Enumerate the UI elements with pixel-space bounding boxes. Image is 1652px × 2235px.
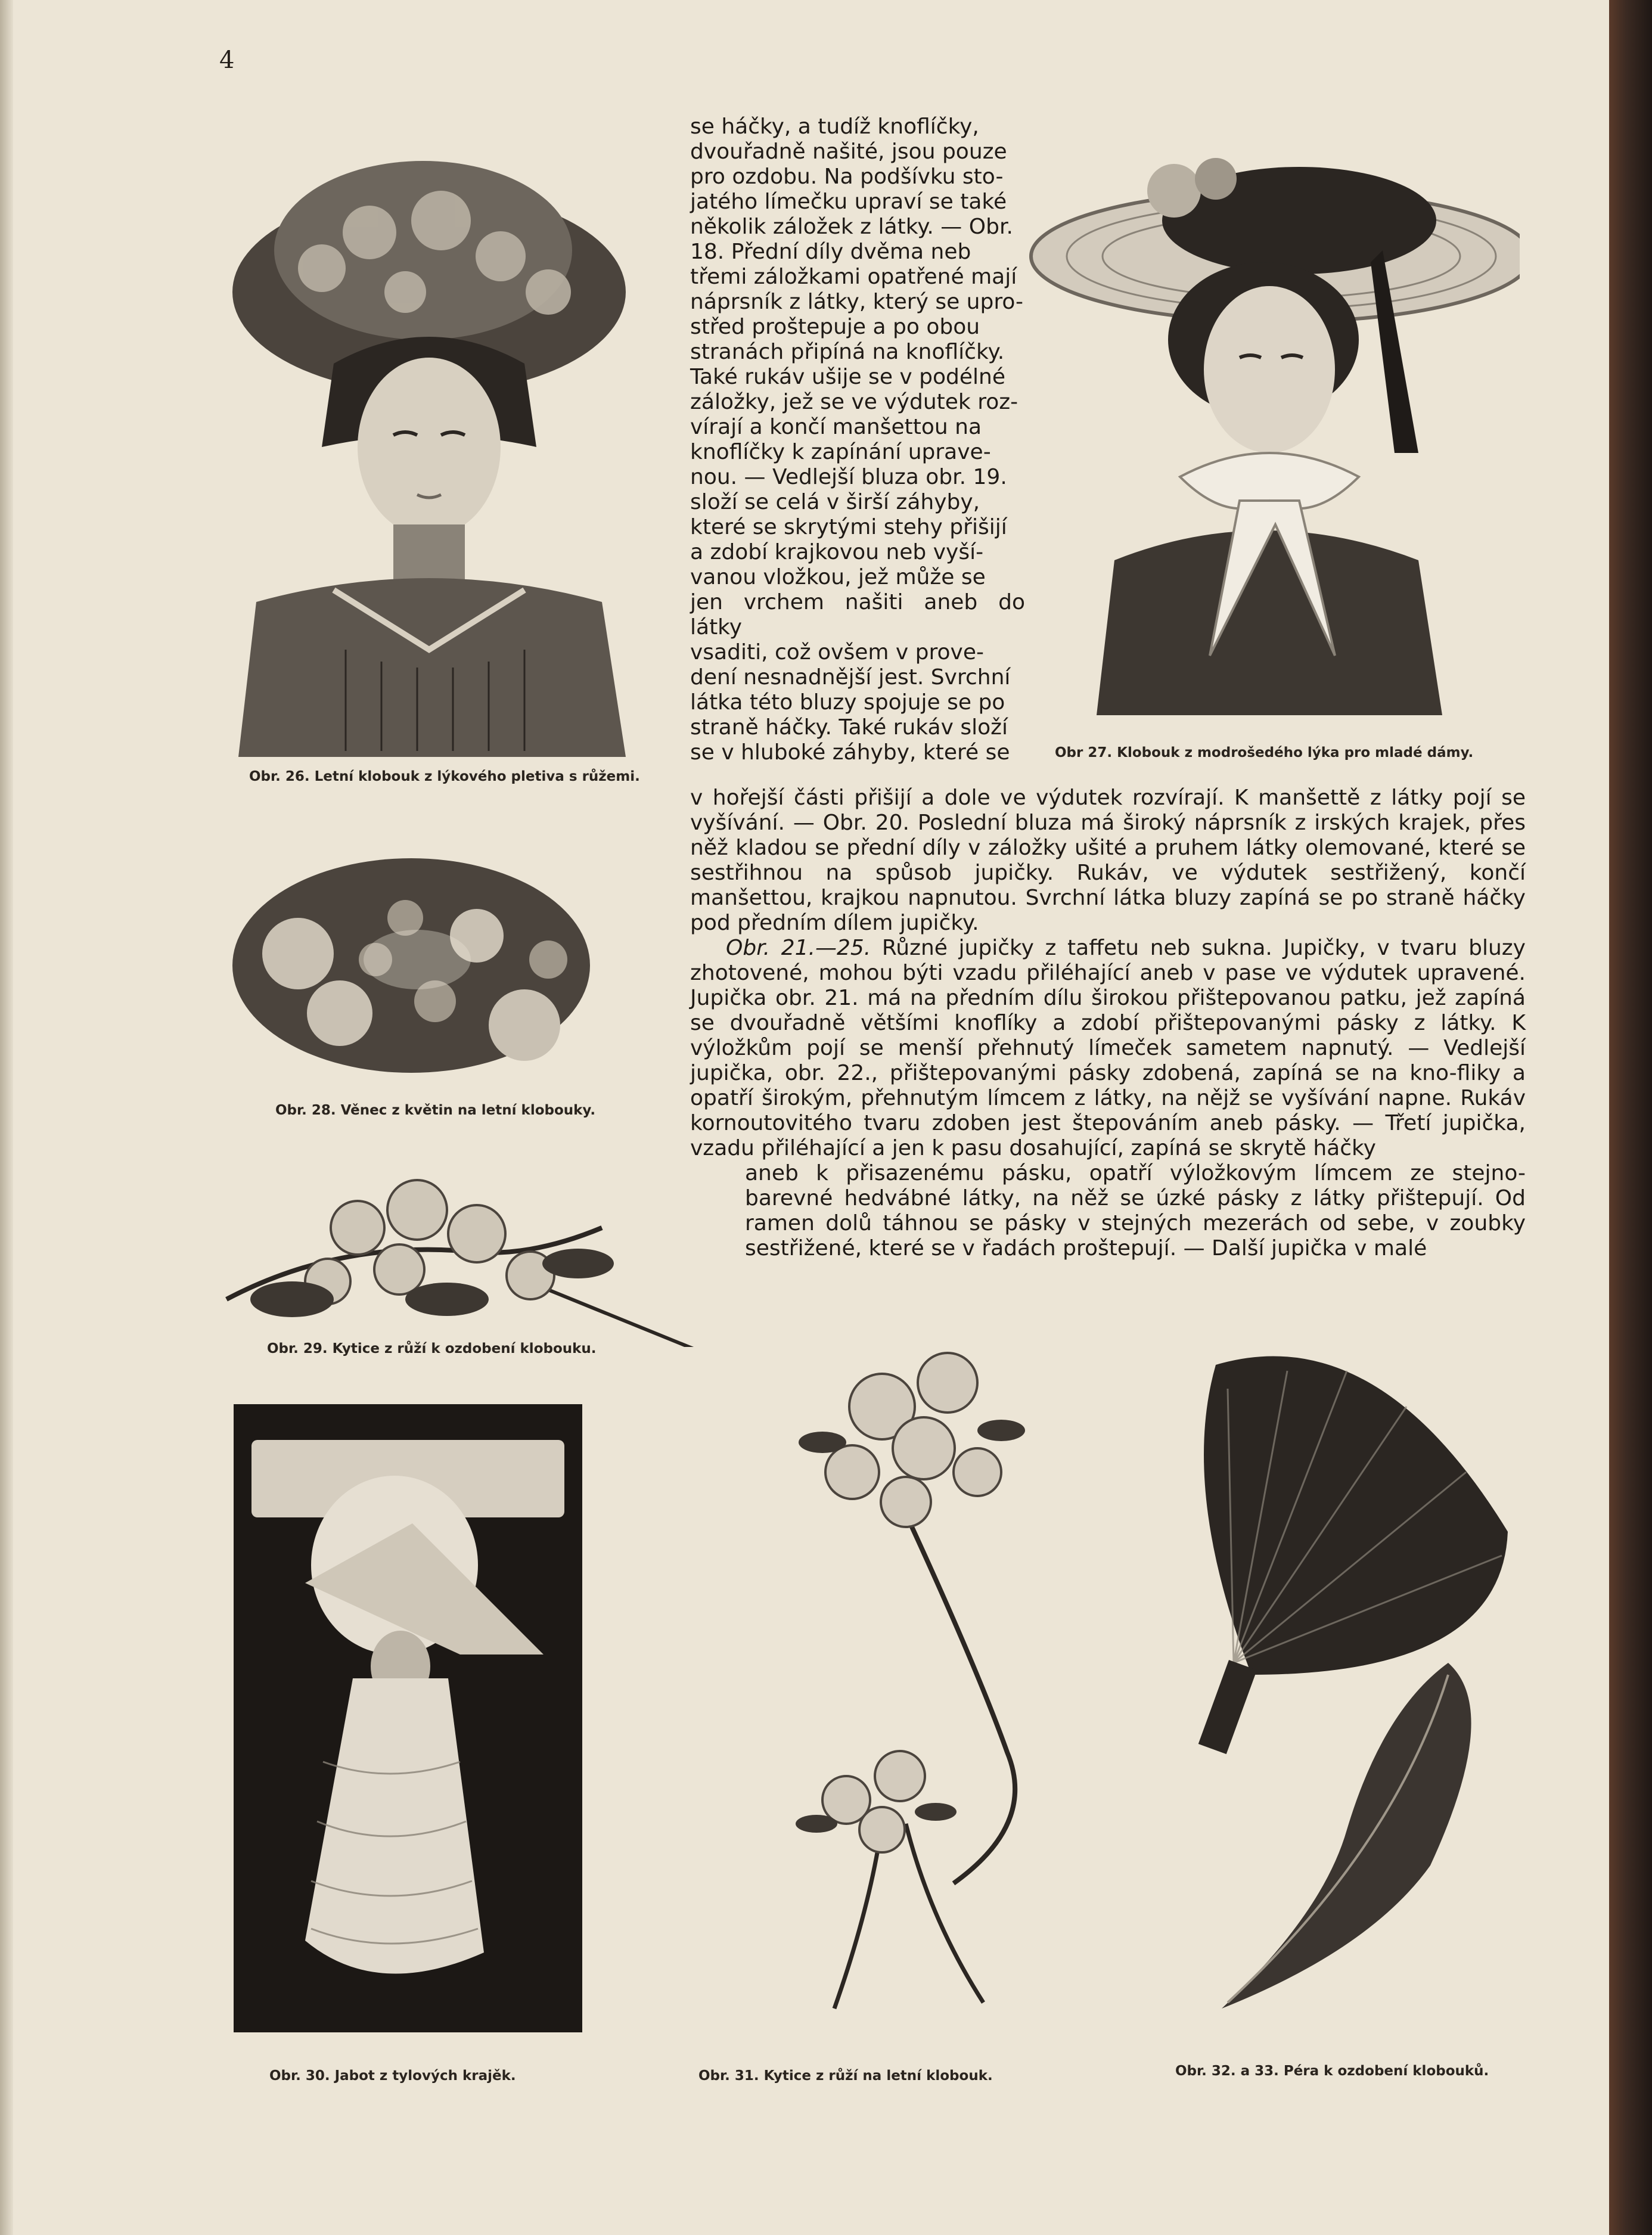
illustration-obr29-rose-spray	[221, 1168, 739, 1347]
illustration-obr31-rose-bouquet	[727, 1335, 1073, 2038]
caption-obr32-33: Obr. 32. a 33. Péra k ozdobení klobouků.	[1175, 2063, 1489, 2079]
paragraph-obr21-body: Různé jupičky z taffetu neb sukna. Jupičky, v tvaru bluzy zhotovené, mohou býti vzadu přiléhající aneb v pase ve výdutek upravené. Jupička obr. 21. má na předním dílu širokou přištepovanou patku, jež zapíná se dvouřadně většími knoflíky a zdobí přištepovanými pásky z látky. K výložkům pojí se menší přehnutý límeček sametem napnutý. — Vedlejší jupička, obr. 22., přištepovanými pásky zdobená, zapíná se na kno-fliky a opatří širokým, přehnutým límcem z látky, na nějž se vyšívání napne. Rukáv kornoutovitého tvaru zdoben jest štepováním aneb pásky. — Třetí jupička, vzadu přiléhající a jen k pasu dosahující, zapíná se skrytě háčky	[690, 936, 1526, 1160]
text-paragraph-last: aneb k přisazenému pásku, opatří výložkovým límcem ze stejno-barevné hedvábné látky, na něž se úzké pásky z látky přištepují. Od ramen dolů táhnou se pásky v stejných mezerách od sebe, v zoubky sestřižené, které se v řadách proštepují. — Další jupička v malé	[745, 1161, 1526, 1261]
illustration-obr26-flowered-hat	[215, 113, 644, 757]
caption-obr31: Obr. 31. Kytice z růží na letní klobouk.	[698, 2068, 993, 2084]
text-paragraph-wide: v hořejší části přišijí a dole ve výdutek rozvírají. K manšettě z látky pojí se vyšívání. — Obr. 20. Poslední bluza má široký náprsník z irských krajek, přes něž kladou se přední díly v záložky ušité a pruhem látky olemované, které se sestřihnou na spůsob jupičky. Rukáv, ve výdutek sestřižený, končí manšettou, krajkou napnutou. Svrchní látka bluzy zapíná se po straně háčky pod předním dílem jupičky.	[690, 786, 1526, 935]
illustration-obr32-33-feathers	[1168, 1341, 1526, 2026]
page-number: 4	[219, 46, 235, 74]
paragraph-obr21-lead: Obr. 21.—25.	[726, 936, 871, 960]
caption-obr29: Obr. 29. Kytice z růží k ozdobení klobouku.	[267, 1341, 597, 1356]
illustration-obr27-straw-hat	[1025, 143, 1520, 715]
caption-obr30: Obr. 30. Jabot z tylových krajěk.	[269, 2068, 516, 2084]
illustration-obr30-lace-jabot	[234, 1404, 582, 2032]
caption-obr26: Obr. 26. Letní klobouk z lýkového pletiva s růžemi.	[249, 769, 640, 784]
text-paragraph-obr21	[690, 936, 1526, 1161]
book-binding-edge	[1609, 0, 1652, 2235]
page-gutter-left	[0, 0, 13, 2235]
illustration-obr28-wreath	[226, 846, 596, 1085]
text-column-right-top: se háčky, a tudíž knoflíčky, dvouřadně našité, jsou pouze pro ozdobu. Na podšívku sto- jatého límečku upraví se také několik záložek z látky. — Obr. 18. Přední díly dvěma neb třemi záložkami opatřené mají náprsník z látky, který se upro- střed proštepuje a po obou stranách připíná na knoflíčky. Také rukáv ušije se v podélné záložky, jež se ve výdutek roz- vírají a končí manšettou na knoflíčky k zapínání uprave- nou. — Vedlejší bluza obr. 19. složí se celá v širší záhyby, které se skrytými stehy přišijí a zdobí krajkovou neb vyší- vanou vložkou, jež může se jen vrchem našiti aneb do látky vsaditi, což ovšem v prove- dení nesnadnější jest. Svrchní látka této bluzy spojuje se po straně háčky. Také rukáv složí se v hluboké záhyby, které se	[690, 114, 1025, 765]
caption-obr27: Obr 27. Klobouk z modrošedého lýka pro mladé dámy.	[1055, 745, 1474, 760]
caption-obr28: Obr. 28. Věnec z květin na letní klobouky.	[275, 1103, 596, 1118]
